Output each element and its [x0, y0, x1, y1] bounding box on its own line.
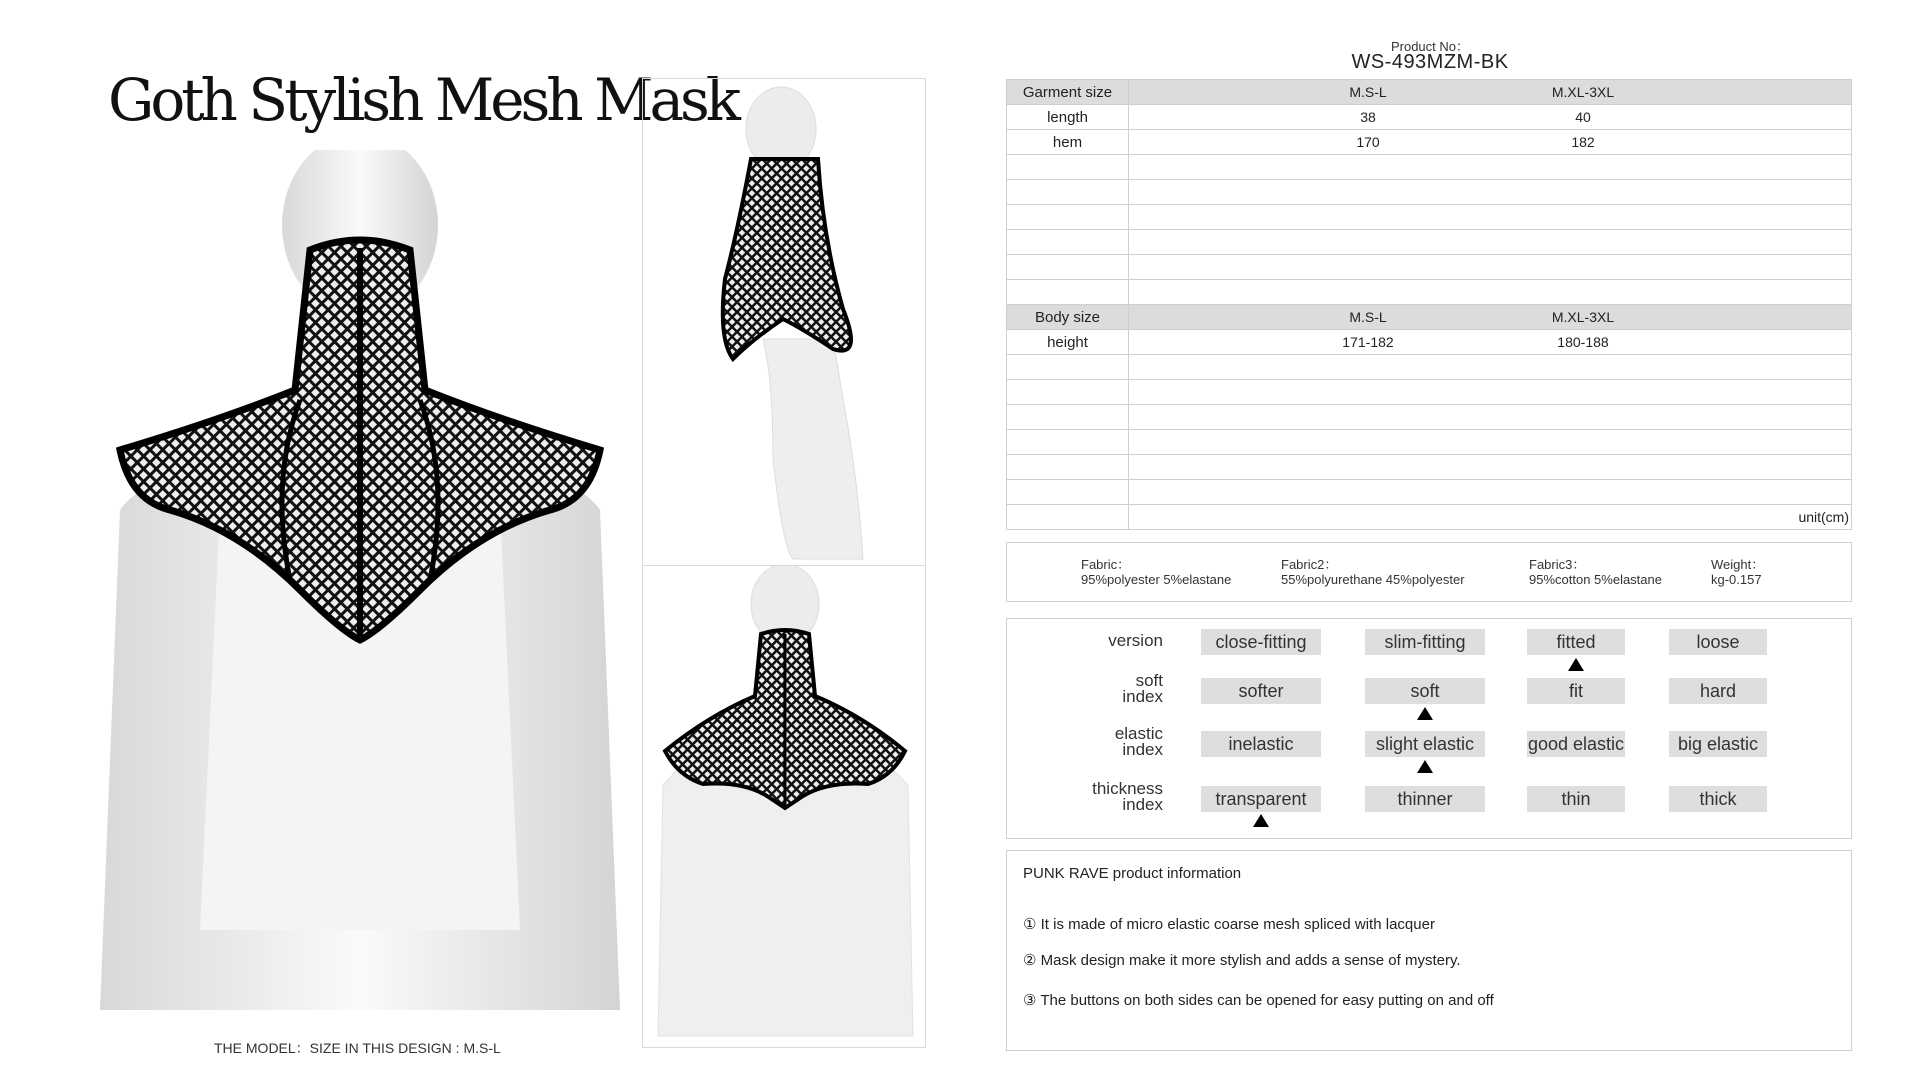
row-label: length [1007, 105, 1129, 130]
empty-row [1007, 230, 1852, 255]
empty-row [1007, 455, 1852, 480]
info-item: ③ The buttons on both sides can be opened for easy putting on and off [1023, 992, 1494, 1009]
product-title: Goth Stylish Mesh Mask [108, 66, 737, 134]
main-product-photo [80, 150, 640, 1030]
fabric-value: 55%polyurethane 45%polyester [1281, 572, 1465, 587]
table-header-row [1007, 305, 1852, 330]
table-row [1007, 105, 1852, 130]
thickness-option: thick [1669, 786, 1767, 812]
header-label: Body size [1007, 305, 1129, 330]
detail-photos-frame [642, 78, 926, 1048]
empty-row [1007, 155, 1852, 180]
fabric-label: Fabric3： [1529, 557, 1586, 572]
soft-option: hard [1669, 678, 1767, 704]
fabric-label: Fabric2： [1281, 557, 1338, 572]
fabric-label: Fabric： [1081, 557, 1131, 572]
product-number: WS-493MZM-BK [1351, 51, 1509, 73]
index-label-line: thickness [1092, 779, 1163, 798]
side-view-photo [643, 79, 927, 565]
cell-value: 171-182 [1342, 334, 1394, 350]
version-label [1108, 633, 1163, 649]
index-label-line: index [1122, 740, 1163, 759]
size-col-2: M.XL-3XL [1551, 84, 1615, 100]
row-label: height [1007, 330, 1129, 355]
cell-value: 40 [1575, 109, 1591, 125]
empty-row [1007, 355, 1852, 380]
version-option: fitted [1527, 629, 1625, 655]
index-label-line: version [1108, 631, 1163, 650]
product-info-box [1006, 850, 1852, 1051]
table-header-row [1007, 80, 1852, 105]
selected-marker [1568, 658, 1584, 671]
empty-row [1007, 480, 1852, 505]
elastic-option: big elastic [1669, 731, 1767, 757]
empty-row [1007, 180, 1852, 205]
empty-row [1007, 380, 1852, 405]
index-label-line: index [1122, 795, 1163, 814]
product-number-label: Product No： [1390, 39, 1470, 54]
empty-row [1007, 205, 1852, 230]
soft-option: fit [1527, 678, 1625, 704]
garment-size-table [1006, 79, 1852, 305]
elastic-option: inelastic [1201, 731, 1321, 757]
version-option: loose [1669, 629, 1767, 655]
index-label-line: index [1122, 687, 1163, 706]
selected-marker [1253, 814, 1269, 827]
info-item: ① It is made of micro elastic coarse mesh spliced with lacquer [1023, 916, 1435, 933]
fabric-3 [1529, 557, 1662, 587]
unit-row [1007, 505, 1852, 530]
cell-value: 180-188 [1557, 334, 1609, 350]
soft-option: soft [1365, 678, 1485, 704]
index-label-line: soft [1135, 671, 1163, 690]
header-label: Garment size [1007, 80, 1129, 105]
row-label: hem [1007, 130, 1129, 155]
weight-value: kg-0.157 [1711, 572, 1762, 587]
version-option: close-fitting [1201, 629, 1321, 655]
weight [1711, 557, 1764, 587]
fabric-info-box [1006, 542, 1852, 602]
model-size-note: THE MODEL：SIZE IN THIS DESIGN : M.S-L [214, 1040, 501, 1056]
table-row [1007, 330, 1852, 355]
soft-index-label [1122, 673, 1163, 705]
elastic-option: good elastic [1527, 731, 1625, 757]
weight-label: Weight： [1711, 557, 1765, 572]
size-col-1: M.S-L [1349, 309, 1387, 325]
fit-index-box [1006, 618, 1852, 839]
elastic-option: slight elastic [1365, 731, 1485, 757]
cell-value: 170 [1356, 134, 1380, 150]
info-item: ② Mask design make it more stylish and adds a sense of mystery. [1023, 952, 1461, 969]
info-title: PUNK RAVE product information [1023, 865, 1242, 882]
fabric-2 [1281, 557, 1465, 587]
body-size-table [1006, 304, 1852, 530]
selected-marker [1417, 707, 1433, 720]
fabric-value: 95%polyester 5%elastane [1081, 572, 1232, 587]
size-col-1: M.S-L [1349, 84, 1387, 100]
back-view-photo [643, 566, 927, 1048]
soft-option: softer [1201, 678, 1321, 704]
empty-row [1007, 255, 1852, 280]
thickness-option: thin [1527, 786, 1625, 812]
unit-label: unit(cm) [1798, 509, 1849, 525]
version-option: slim-fitting [1365, 629, 1485, 655]
empty-row [1007, 405, 1852, 430]
empty-row [1007, 430, 1852, 455]
thickness-index-label [1092, 781, 1163, 813]
elastic-index-label [1115, 726, 1163, 758]
empty-row [1007, 280, 1852, 305]
index-label-line: elastic [1114, 724, 1163, 743]
fabric-value: 95%cotton 5%elastane [1529, 572, 1662, 587]
fabric-1 [1081, 557, 1231, 587]
cell-value: 182 [1571, 134, 1595, 150]
thickness-option: thinner [1365, 786, 1485, 812]
table-row [1007, 130, 1852, 155]
cell-value: 38 [1360, 109, 1376, 125]
size-col-2: M.XL-3XL [1551, 309, 1615, 325]
thickness-option: transparent [1201, 786, 1321, 812]
selected-marker [1417, 760, 1433, 773]
